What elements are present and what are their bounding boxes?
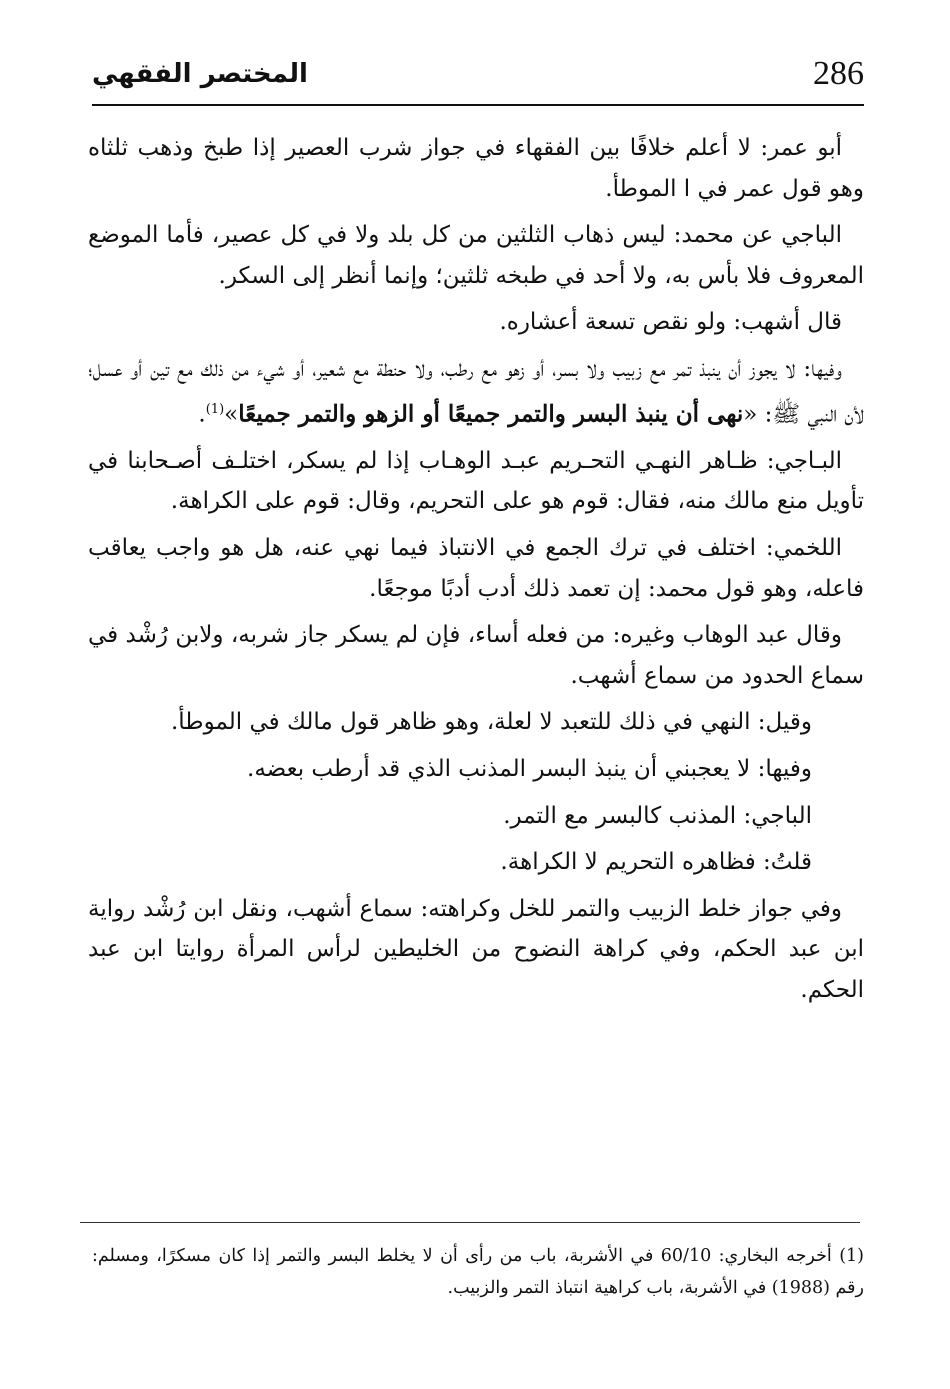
footnote-text: أخرجه البخاري: 60/10 في الأشربة، باب من رأى أن لا يخلط البسر والتمر إذا كان مسكرًا، ومسلم: رقم (1988) في الأشربة، باب كراهية انتباذ التمر والزبيب. xyxy=(92,1246,864,1298)
paragraph-zabib: وفي جواز خلط الزبيب والتمر للخل وكراهته: سماع أشهب، ونقل ابن رُشْد رواية ابن عبد الحكم، وفي كراهة النضوح من الخليطين لرأس المرأة روايتا ابن عبد الحكم. xyxy=(88,895,864,1003)
paragraph-ashhab: قال أشهب: ولو نقص تسعة أعشاره. xyxy=(499,309,842,336)
paragraph-hadith xyxy=(88,349,864,435)
footnotes xyxy=(92,1240,864,1304)
hadith-end: . xyxy=(198,401,206,428)
hadith-text: نهى أن ينبذ البسر والتمر جميعًا أو الزهو والتمر جميعًا xyxy=(238,400,744,428)
paragraph-qila: وقيل: النهي في ذلك للتعبد لا لعلة، وهو ظاهر قول مالك في الموطأ. xyxy=(170,709,812,736)
footnote-ref[interactable]: (1) xyxy=(205,401,225,417)
paragraph-fiha: وفيها: لا يعجبني أن ينبذ البسر المذنب الذي قد أرطب بعضه. xyxy=(247,755,812,782)
main-text xyxy=(88,128,864,1017)
page-header xyxy=(92,52,864,106)
paragraph-lakhmi: اللخمي: اختلف في ترك الجمع في الانتباذ فيما نهي عنه، هل هو واجب يعاقب فاعله، وهو قول محمد: إن تعمد ذلك أدب أدبًا موجعًا. xyxy=(88,535,864,602)
paragraph-abu-umar: أبو عمر: لا أعلم خلافًا بين الفقهاء في جواز شرب العصير إذا طبخ وذهب ثلثاه وهو قول عمر في ا الموطأ. xyxy=(88,135,864,202)
paragraph-qultu: قلتُ: فظاهره التحريم لا الكراهة. xyxy=(500,849,812,876)
footnote-1 xyxy=(92,1240,864,1304)
paragraph-baji-mudhnab: الباجي: المذنب كالبسر مع التمر. xyxy=(503,802,812,829)
book-title: المختصر الفقهي xyxy=(92,59,308,89)
page-number: 286 xyxy=(813,55,864,92)
hadith-intro: وفيها: لا يجوز أن ينبذ تمر مع زبيب ولا بسر، أو زهو مع رطب، ولا حنطة مع شعير، أو شيء من ذلك مع تين أو عسل؛ لأن النبي ﷺ: « xyxy=(88,355,864,428)
footnote-marker: (1) xyxy=(839,1246,864,1266)
paragraph-baji-muhammad: الباجي عن محمد: ليس ذهاب الثلثين من كل بلد ولا في كل عصير، فأما الموضع المعروف فلا بأس به، ولا أحد في طبخه ثلثين؛ وإنما أنظر إلى السكر. xyxy=(88,222,864,289)
hadith-close: » xyxy=(224,401,239,428)
paragraph-abd-alwahhab: وقال عبد الوهاب وغيره: من فعله أساء، فإن لم يسكر جاز شربه، ولابن رُشْد في سماع الحدود من سماع أشهب. xyxy=(88,622,864,689)
paragraph-baji-tahrim: البـاجي: ظـاهر النهـي التحـريم عبـد الوهـاب إذا لم يسكر، اختلـف أصـحابنا في تأويل منع مالك منه، فقال: قوم هو على التحريم، وقال: قوم على الكراهة. xyxy=(88,447,864,515)
footnote-separator xyxy=(80,1222,860,1223)
